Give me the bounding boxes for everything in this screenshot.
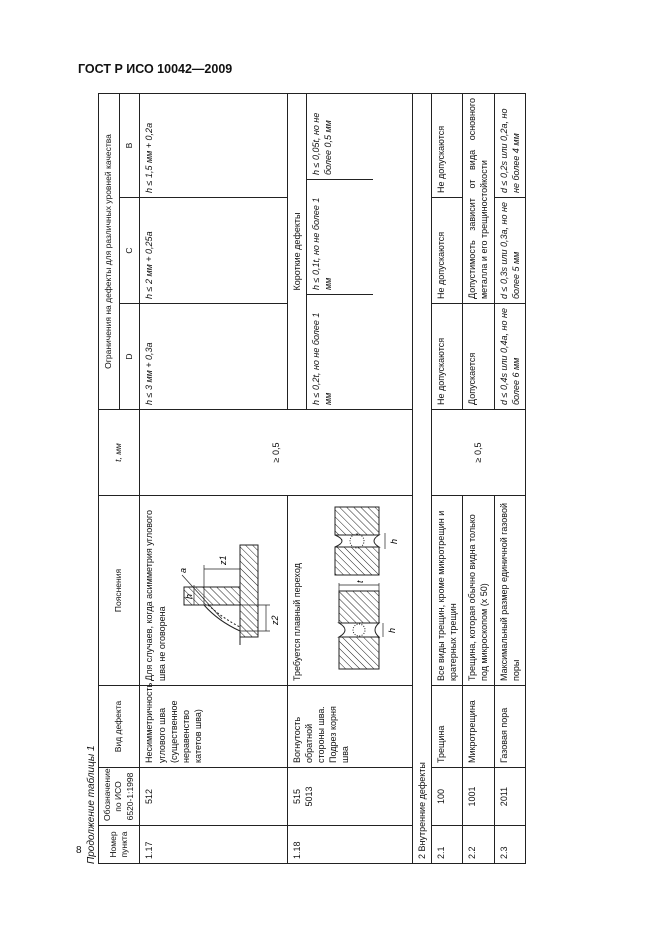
row-iso: 1001 <box>463 768 494 826</box>
label-a: a <box>177 568 188 574</box>
col-level-d: D <box>119 304 140 410</box>
row-b: h ≤ 0,05t, но не более 0,5 мм <box>310 112 333 175</box>
page-number: 8 <box>76 845 82 856</box>
col-num: Номер пункта <box>99 826 140 864</box>
row-d: Не допускаются <box>431 304 462 410</box>
row-d: Допускается <box>463 304 494 410</box>
row-iso: 512 <box>140 768 287 826</box>
row-limits-cell <box>287 93 412 409</box>
row-c: d ≤ 0,3s или 0,3a, но не более 5 мм <box>494 198 525 304</box>
row-c: Не допускаются <box>431 198 462 304</box>
section-row <box>412 93 431 863</box>
col-level-c: C <box>119 198 140 304</box>
label-h-right: h <box>388 539 399 545</box>
label-h-left: h <box>386 628 397 634</box>
short-defects-label: Короткие дефекты <box>288 94 307 409</box>
row-type: Несимметричность углового шва (существенное неравенство катетов шва) <box>140 686 287 768</box>
col-level-b: B <box>119 93 140 197</box>
col-explain: Пояснения <box>99 496 140 686</box>
row-iso: 100 <box>431 768 462 826</box>
row-b: h ≤ 1,5 мм + 0,2a <box>140 93 287 197</box>
row-b: d ≤ 0,2s или 0,2a, но не более 4 мм <box>494 93 525 197</box>
row-iso: 515 5013 <box>287 768 412 826</box>
col-limits: Ограничения на дефекты для различных уровней качества <box>99 93 120 409</box>
table-caption: Продолжение таблицы 1 <box>86 745 97 864</box>
col-type: Вид дефекта <box>99 686 140 768</box>
col-t: t, мм <box>99 410 140 496</box>
row-explain: Максимальный размер единичной газовой поры <box>494 496 525 686</box>
row-explain: Все виды трещин, кроме микротрещин и кратерных трещин <box>431 496 462 686</box>
row-type: Трещина <box>431 686 462 768</box>
label-h: h <box>183 594 194 600</box>
row-explain: Для случаев, когда асимметрия углового шва не оговорена <box>144 510 167 681</box>
row-type: Микротрещина <box>463 686 494 768</box>
row-d: h ≤ 3 мм + 0,3a <box>140 304 287 410</box>
row-num: 1.18 <box>287 826 412 864</box>
row-type: Вогнутость обратной стороны шва. Подрез корня шва <box>287 686 412 768</box>
row-cb: Допустимость зависит от вида основного металла и его трещиностойкости <box>463 93 494 303</box>
section-title: 2 Внутренние дефекты <box>412 93 431 863</box>
row-explain-cell <box>287 496 412 686</box>
rotated-table-area <box>86 84 606 864</box>
row-num: 1.17 <box>140 826 287 864</box>
row-explain-cell <box>140 496 287 686</box>
col-iso: Обозначение по ИСО 6520-1:1998 <box>99 768 140 826</box>
row-b: Не допускаются <box>431 93 462 197</box>
row-c: h ≤ 0,1t, но не более 1 мм <box>307 179 373 294</box>
row-explain: Требуется плавный переход <box>291 563 302 681</box>
row-c: h ≤ 2 мм + 0,25a <box>140 198 287 304</box>
label-z2: z2 <box>269 615 280 626</box>
row-t: ≥ 0,5 <box>140 410 412 496</box>
row-num: 2.1 <box>431 826 462 864</box>
root-concavity-sketch <box>309 506 409 676</box>
row-t: ≥ 0,5 <box>431 410 525 496</box>
page-header: ГОСТ Р ИСО 10042—2009 <box>78 62 233 76</box>
row-type: Газовая пора <box>494 686 525 768</box>
row-d: d ≤ 0,4s или 0,4a, но не более 6 мм <box>494 304 525 410</box>
defects-table <box>98 93 526 864</box>
row-num: 2.2 <box>463 826 494 864</box>
label-t: t <box>354 580 365 584</box>
fillet-weld-sketch <box>174 516 284 666</box>
table-row <box>140 93 287 863</box>
table-row <box>431 93 462 863</box>
row-d: h ≤ 0,2t, но не более 1 мм <box>307 294 373 409</box>
row-num: 2.3 <box>494 826 525 864</box>
row-explain: Трещина, которая обычно видна только под микроскопом (х 50) <box>463 496 494 686</box>
row-iso: 2011 <box>494 768 525 826</box>
label-z1: z1 <box>217 555 228 566</box>
